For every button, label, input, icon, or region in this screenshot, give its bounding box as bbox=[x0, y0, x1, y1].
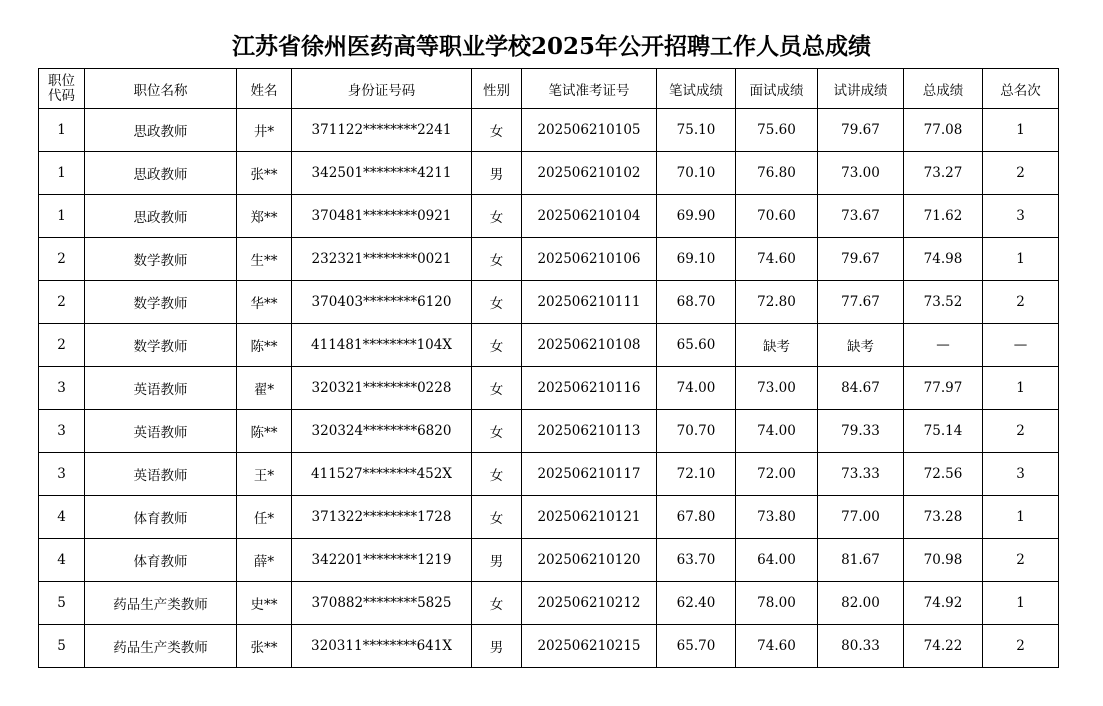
cell-rank: — bbox=[983, 324, 1059, 367]
cell-gender: 女 bbox=[472, 281, 522, 324]
cell-total-score: 74.22 bbox=[904, 625, 983, 668]
cell-name: 王* bbox=[237, 453, 292, 496]
cell-written-score: 75.10 bbox=[657, 109, 736, 152]
cell-interview-score: 64.00 bbox=[736, 539, 818, 582]
cell-interview-score: 72.00 bbox=[736, 453, 818, 496]
header-exam-ticket: 笔试准考证号 bbox=[522, 69, 657, 109]
cell-id-number: 342201********1219 bbox=[292, 539, 472, 582]
header-lecture-score: 试讲成绩 bbox=[818, 69, 904, 109]
cell-exam-ticket: 202506210215 bbox=[522, 625, 657, 668]
cell-position-name: 数学教师 bbox=[85, 238, 237, 281]
cell-exam-ticket: 202506210111 bbox=[522, 281, 657, 324]
header-code-line1: 职位 bbox=[48, 72, 75, 89]
cell-name: 张** bbox=[237, 152, 292, 195]
cell-written-score: 65.70 bbox=[657, 625, 736, 668]
cell-position-name: 英语教师 bbox=[85, 367, 237, 410]
cell-position-name: 思政教师 bbox=[85, 109, 237, 152]
header-name: 姓名 bbox=[237, 69, 292, 109]
cell-lecture-score: 73.67 bbox=[818, 195, 904, 238]
cell-rank: 1 bbox=[983, 238, 1059, 281]
cell-gender: 女 bbox=[472, 453, 522, 496]
cell-position-name: 英语教师 bbox=[85, 410, 237, 453]
cell-gender: 男 bbox=[472, 539, 522, 582]
cell-position-name: 体育教师 bbox=[85, 496, 237, 539]
cell-rank: 2 bbox=[983, 539, 1059, 582]
cell-exam-ticket: 202506210104 bbox=[522, 195, 657, 238]
cell-lecture-score: 77.00 bbox=[818, 496, 904, 539]
header-written-score: 笔试成绩 bbox=[657, 69, 736, 109]
cell-exam-ticket: 202506210102 bbox=[522, 152, 657, 195]
cell-exam-ticket: 202506210105 bbox=[522, 109, 657, 152]
cell-name: 翟* bbox=[237, 367, 292, 410]
cell-rank: 1 bbox=[983, 496, 1059, 539]
cell-written-score: 74.00 bbox=[657, 367, 736, 410]
table-row bbox=[39, 324, 1059, 367]
cell-id-number: 371322********1728 bbox=[292, 496, 472, 539]
cell-id-number: 320324********6820 bbox=[292, 410, 472, 453]
cell-written-score: 65.60 bbox=[657, 324, 736, 367]
cell-rank: 1 bbox=[983, 582, 1059, 625]
cell-total-score: 73.27 bbox=[904, 152, 983, 195]
cell-written-score: 70.70 bbox=[657, 410, 736, 453]
cell-interview-score: 73.00 bbox=[736, 367, 818, 410]
cell-interview-score: 75.60 bbox=[736, 109, 818, 152]
cell-gender: 男 bbox=[472, 625, 522, 668]
table-row bbox=[39, 195, 1059, 238]
cell-name: 华** bbox=[237, 281, 292, 324]
cell-gender: 女 bbox=[472, 582, 522, 625]
cell-name: 任* bbox=[237, 496, 292, 539]
cell-position-code: 5 bbox=[39, 625, 85, 668]
cell-gender: 女 bbox=[472, 238, 522, 281]
table-body bbox=[39, 109, 1059, 668]
cell-lecture-score: 79.33 bbox=[818, 410, 904, 453]
cell-position-name: 药品生产类教师 bbox=[85, 625, 237, 668]
cell-lecture-score: 84.67 bbox=[818, 367, 904, 410]
table-row bbox=[39, 152, 1059, 195]
cell-position-code: 2 bbox=[39, 324, 85, 367]
cell-position-name: 思政教师 bbox=[85, 195, 237, 238]
cell-exam-ticket: 202506210121 bbox=[522, 496, 657, 539]
cell-lecture-score: 73.33 bbox=[818, 453, 904, 496]
cell-id-number: 370481********0921 bbox=[292, 195, 472, 238]
cell-lecture-score: 73.00 bbox=[818, 152, 904, 195]
cell-rank: 3 bbox=[983, 195, 1059, 238]
cell-position-name: 药品生产类教师 bbox=[85, 582, 237, 625]
cell-written-score: 62.40 bbox=[657, 582, 736, 625]
table-row bbox=[39, 410, 1059, 453]
cell-position-code: 4 bbox=[39, 539, 85, 582]
cell-position-name: 思政教师 bbox=[85, 152, 237, 195]
cell-total-score: 74.98 bbox=[904, 238, 983, 281]
cell-total-score: 70.98 bbox=[904, 539, 983, 582]
cell-interview-score: 72.80 bbox=[736, 281, 818, 324]
cell-name: 陈** bbox=[237, 324, 292, 367]
cell-gender: 女 bbox=[472, 109, 522, 152]
cell-interview-score: 缺考 bbox=[736, 324, 818, 367]
cell-written-score: 69.10 bbox=[657, 238, 736, 281]
cell-position-code: 1 bbox=[39, 152, 85, 195]
cell-position-code: 2 bbox=[39, 238, 85, 281]
cell-interview-score: 74.60 bbox=[736, 238, 818, 281]
cell-written-score: 70.10 bbox=[657, 152, 736, 195]
cell-gender: 女 bbox=[472, 324, 522, 367]
cell-lecture-score: 81.67 bbox=[818, 539, 904, 582]
cell-lecture-score: 80.33 bbox=[818, 625, 904, 668]
cell-position-name: 体育教师 bbox=[85, 539, 237, 582]
cell-rank: 1 bbox=[983, 109, 1059, 152]
cell-id-number: 371122********2241 bbox=[292, 109, 472, 152]
cell-exam-ticket: 202506210120 bbox=[522, 539, 657, 582]
cell-position-code: 3 bbox=[39, 410, 85, 453]
cell-exam-ticket: 202506210108 bbox=[522, 324, 657, 367]
cell-lecture-score: 77.67 bbox=[818, 281, 904, 324]
header-position-code bbox=[39, 69, 85, 109]
cell-rank: 2 bbox=[983, 152, 1059, 195]
cell-name: 生** bbox=[237, 238, 292, 281]
header-rank: 总名次 bbox=[983, 69, 1059, 109]
cell-position-code: 2 bbox=[39, 281, 85, 324]
page-title: 江苏省徐州医药高等职业学校2025年公开招聘工作人员总成绩 bbox=[231, 33, 871, 60]
cell-position-name: 数学教师 bbox=[85, 324, 237, 367]
cell-id-number: 411527********452X bbox=[292, 453, 472, 496]
cell-written-score: 69.90 bbox=[657, 195, 736, 238]
cell-total-score: 77.08 bbox=[904, 109, 983, 152]
header-code-line2: 代码 bbox=[48, 87, 75, 104]
cell-exam-ticket: 202506210212 bbox=[522, 582, 657, 625]
table-row bbox=[39, 109, 1059, 152]
header-position-name: 职位名称 bbox=[85, 69, 237, 109]
cell-total-score: 73.52 bbox=[904, 281, 983, 324]
cell-interview-score: 78.00 bbox=[736, 582, 818, 625]
table-row bbox=[39, 582, 1059, 625]
cell-written-score: 67.80 bbox=[657, 496, 736, 539]
cell-written-score: 63.70 bbox=[657, 539, 736, 582]
cell-position-code: 3 bbox=[39, 453, 85, 496]
cell-gender: 女 bbox=[472, 496, 522, 539]
cell-gender: 女 bbox=[472, 410, 522, 453]
cell-interview-score: 76.80 bbox=[736, 152, 818, 195]
cell-id-number: 411481********104X bbox=[292, 324, 472, 367]
cell-name: 郑** bbox=[237, 195, 292, 238]
cell-id-number: 370403********6120 bbox=[292, 281, 472, 324]
cell-lecture-score: 缺考 bbox=[818, 324, 904, 367]
cell-total-score: 72.56 bbox=[904, 453, 983, 496]
cell-interview-score: 74.00 bbox=[736, 410, 818, 453]
cell-total-score: 71.62 bbox=[904, 195, 983, 238]
table-row bbox=[39, 281, 1059, 324]
table-row bbox=[39, 539, 1059, 582]
cell-exam-ticket: 202506210113 bbox=[522, 410, 657, 453]
cell-position-code: 1 bbox=[39, 195, 85, 238]
cell-rank: 1 bbox=[983, 367, 1059, 410]
cell-total-score: 75.14 bbox=[904, 410, 983, 453]
cell-position-code: 4 bbox=[39, 496, 85, 539]
cell-rank: 2 bbox=[983, 410, 1059, 453]
cell-total-score: — bbox=[904, 324, 983, 367]
cell-position-code: 3 bbox=[39, 367, 85, 410]
cell-id-number: 342501********4211 bbox=[292, 152, 472, 195]
cell-id-number: 320311********641X bbox=[292, 625, 472, 668]
table-row bbox=[39, 367, 1059, 410]
header-id-number: 身份证号码 bbox=[292, 69, 472, 109]
score-table bbox=[38, 68, 1059, 668]
table-row bbox=[39, 238, 1059, 281]
cell-id-number: 232321********0021 bbox=[292, 238, 472, 281]
cell-name: 史** bbox=[237, 582, 292, 625]
cell-exam-ticket: 202506210116 bbox=[522, 367, 657, 410]
cell-position-code: 5 bbox=[39, 582, 85, 625]
header-total-score: 总成绩 bbox=[904, 69, 983, 109]
table-row bbox=[39, 453, 1059, 496]
cell-total-score: 77.97 bbox=[904, 367, 983, 410]
header-gender: 性别 bbox=[472, 69, 522, 109]
cell-total-score: 74.92 bbox=[904, 582, 983, 625]
header-interview-score: 面试成绩 bbox=[736, 69, 818, 109]
cell-total-score: 73.28 bbox=[904, 496, 983, 539]
cell-rank: 3 bbox=[983, 453, 1059, 496]
cell-name: 张** bbox=[237, 625, 292, 668]
cell-name: 薛* bbox=[237, 539, 292, 582]
table-header-row bbox=[39, 69, 1059, 109]
cell-id-number: 370882********5825 bbox=[292, 582, 472, 625]
cell-name: 陈** bbox=[237, 410, 292, 453]
cell-interview-score: 73.80 bbox=[736, 496, 818, 539]
cell-position-name: 英语教师 bbox=[85, 453, 237, 496]
cell-exam-ticket: 202506210117 bbox=[522, 453, 657, 496]
cell-position-name: 数学教师 bbox=[85, 281, 237, 324]
cell-written-score: 68.70 bbox=[657, 281, 736, 324]
cell-written-score: 72.10 bbox=[657, 453, 736, 496]
cell-interview-score: 74.60 bbox=[736, 625, 818, 668]
cell-lecture-score: 82.00 bbox=[818, 582, 904, 625]
cell-interview-score: 70.60 bbox=[736, 195, 818, 238]
cell-gender: 女 bbox=[472, 367, 522, 410]
cell-position-code: 1 bbox=[39, 109, 85, 152]
table-row bbox=[39, 625, 1059, 668]
cell-gender: 男 bbox=[472, 152, 522, 195]
cell-name: 井* bbox=[237, 109, 292, 152]
table-row bbox=[39, 496, 1059, 539]
cell-gender: 女 bbox=[472, 195, 522, 238]
cell-rank: 2 bbox=[983, 281, 1059, 324]
cell-exam-ticket: 202506210106 bbox=[522, 238, 657, 281]
cell-lecture-score: 79.67 bbox=[818, 109, 904, 152]
cell-rank: 2 bbox=[983, 625, 1059, 668]
cell-id-number: 320321********0228 bbox=[292, 367, 472, 410]
cell-lecture-score: 79.67 bbox=[818, 238, 904, 281]
